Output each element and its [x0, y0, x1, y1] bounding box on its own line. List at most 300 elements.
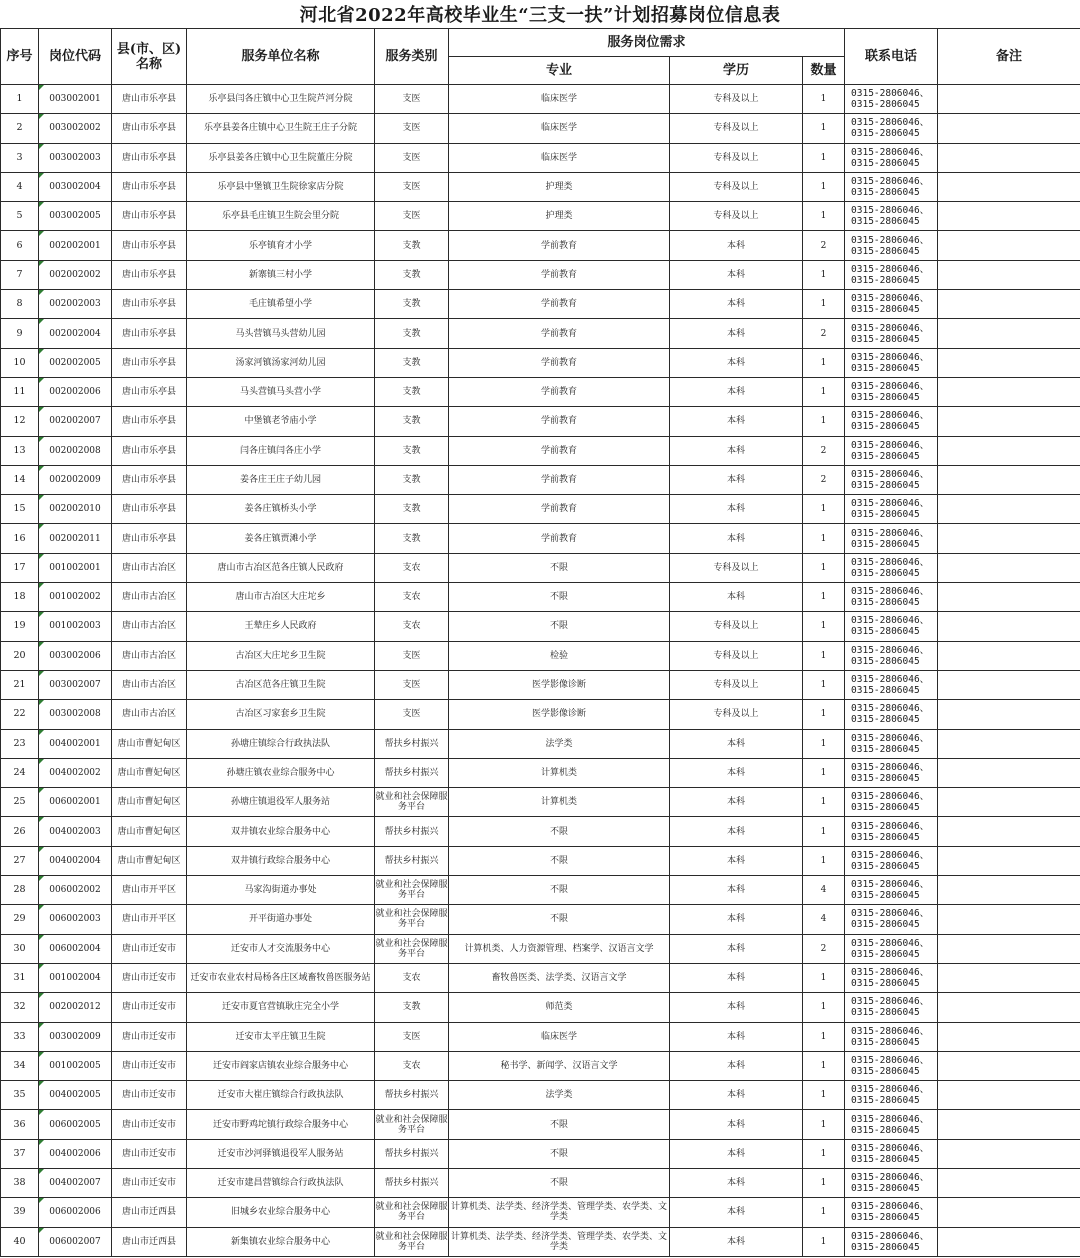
- row-seq: 19: [1, 612, 39, 641]
- row-seq: 10: [1, 348, 39, 377]
- row-major: 医学影像诊断: [449, 700, 670, 729]
- row-service-unit: 双井镇农业综合服务中心: [187, 817, 375, 846]
- row-major: 法学类: [449, 1081, 670, 1110]
- phone-line: 0315-2806045: [851, 772, 920, 784]
- row-service-type: 帮扶乡村振兴: [375, 758, 449, 787]
- row-count: 1: [803, 495, 845, 524]
- row-education: 本科: [670, 1051, 803, 1080]
- row-education: 本科: [670, 934, 803, 963]
- row-county: 唐山市乐亭县: [112, 524, 187, 553]
- row-phone: [845, 524, 938, 553]
- row-education: 本科: [670, 876, 803, 905]
- row-county: 唐山市乐亭县: [112, 143, 187, 172]
- row-phone: [845, 172, 938, 201]
- row-service-type: 支教: [375, 231, 449, 260]
- positions-table: [0, 28, 1080, 1257]
- row-seq: 23: [1, 729, 39, 758]
- row-education: 本科: [670, 1227, 803, 1256]
- row-note: [938, 1139, 1080, 1168]
- table-row: [1, 465, 1080, 494]
- table-row: [1, 1051, 1080, 1080]
- row-service-unit: 中堡镇老爷庙小学: [187, 407, 375, 436]
- row-service-type: 支医: [375, 670, 449, 699]
- row-major: 畜牧兽医类、法学类、汉语言文学: [449, 963, 670, 992]
- phone-line: 0315-2806046、: [851, 88, 930, 100]
- header-phone: 联系电话: [845, 29, 938, 85]
- row-position-code: 004002007: [39, 1168, 112, 1197]
- phone-line: 0315-2806046、: [851, 381, 930, 393]
- row-service-type: 支农: [375, 612, 449, 641]
- row-count: 1: [803, 85, 845, 114]
- row-service-type: 就业和社会保障服务平台: [375, 876, 449, 905]
- phone-line: 0315-2806046、: [851, 322, 930, 334]
- row-county: 唐山市古冶区: [112, 641, 187, 670]
- row-education: 专科及以上: [670, 114, 803, 143]
- row-service-type: 帮扶乡村振兴: [375, 1139, 449, 1168]
- row-position-code: 003002008: [39, 700, 112, 729]
- row-major: 学前教育: [449, 495, 670, 524]
- row-position-code: 004002003: [39, 817, 112, 846]
- phone-line: 0315-2806045: [851, 1007, 920, 1019]
- row-phone: [845, 407, 938, 436]
- table-row: [1, 1110, 1080, 1139]
- row-service-type: 支教: [375, 465, 449, 494]
- phone-line: 0315-2806046、: [851, 674, 930, 686]
- table-row: [1, 1081, 1080, 1110]
- row-count: 1: [803, 172, 845, 201]
- row-service-unit: 乐亭县闫各庄镇中心卫生院芦河分院: [187, 85, 375, 114]
- row-service-unit: 迁安市阎家店镇农业综合服务中心: [187, 1051, 375, 1080]
- row-education: 本科: [670, 1168, 803, 1197]
- header-note: 备注: [938, 29, 1080, 85]
- row-major: 学前教育: [449, 231, 670, 260]
- row-phone: [845, 1139, 938, 1168]
- table-row: [1, 641, 1080, 670]
- table-row: [1, 290, 1080, 319]
- row-major: 不限: [449, 1139, 670, 1168]
- table-row: [1, 1139, 1080, 1168]
- row-major: 师范类: [449, 993, 670, 1022]
- row-position-code: 006002004: [39, 934, 112, 963]
- row-service-unit: 古冶区习家套乡卫生院: [187, 700, 375, 729]
- header-county: 县(市、区)名称: [112, 29, 187, 85]
- row-county: 唐山市乐亭县: [112, 407, 187, 436]
- row-service-unit: 古冶区大庄坨乡卫生院: [187, 641, 375, 670]
- row-phone: [845, 85, 938, 114]
- phone-line: 0315-2806046、: [851, 1201, 930, 1213]
- row-education: 专科及以上: [670, 85, 803, 114]
- table-row: [1, 993, 1080, 1022]
- row-county: 唐山市迁安市: [112, 963, 187, 992]
- row-major: 学前教育: [449, 290, 670, 319]
- row-position-code: 001002002: [39, 583, 112, 612]
- row-education: 本科: [670, 465, 803, 494]
- row-position-code: 003002001: [39, 85, 112, 114]
- phone-line: 0315-2806046、: [851, 1025, 930, 1037]
- row-phone: [845, 1081, 938, 1110]
- phone-line: 0315-2806046、: [851, 996, 930, 1008]
- row-seq: 24: [1, 758, 39, 787]
- table-row: [1, 114, 1080, 143]
- table-row: [1, 1168, 1080, 1197]
- table-row: [1, 319, 1080, 348]
- row-note: [938, 1051, 1080, 1080]
- row-position-code: 001002004: [39, 963, 112, 992]
- row-note: [938, 758, 1080, 787]
- row-service-type: 支医: [375, 641, 449, 670]
- row-major: 计算机类、法学类、经济学类、管理学类、农学类、文学类: [449, 1198, 670, 1227]
- header-demand: 服务岗位需求: [449, 29, 845, 57]
- phone-line: 0315-2806045: [851, 509, 920, 521]
- phone-line: 0315-2806046、: [851, 1084, 930, 1096]
- row-phone: [845, 700, 938, 729]
- row-seq: 31: [1, 963, 39, 992]
- row-education: 本科: [670, 758, 803, 787]
- row-service-type: 帮扶乡村振兴: [375, 817, 449, 846]
- row-service-unit: 唐山市古冶区大庄坨乡: [187, 583, 375, 612]
- row-education: 本科: [670, 1081, 803, 1110]
- row-major: 不限: [449, 876, 670, 905]
- row-service-unit: 姜各庄王庄子幼儿园: [187, 465, 375, 494]
- row-major: 计算机类: [449, 758, 670, 787]
- row-service-type: 支教: [375, 290, 449, 319]
- table-row: [1, 729, 1080, 758]
- row-service-unit: 姜各庄镇贾滩小学: [187, 524, 375, 553]
- table-row: [1, 172, 1080, 201]
- table-row: [1, 348, 1080, 377]
- row-service-unit: 迁安市沙河驿镇退役军人服务站: [187, 1139, 375, 1168]
- row-service-type: 支教: [375, 348, 449, 377]
- table-row: [1, 407, 1080, 436]
- row-seq: 36: [1, 1110, 39, 1139]
- row-service-unit: 新寨镇三村小学: [187, 260, 375, 289]
- row-service-unit: 新集镇农业综合服务中心: [187, 1227, 375, 1256]
- phone-line: 0315-2806045: [851, 626, 920, 638]
- row-county: 唐山市迁安市: [112, 1110, 187, 1139]
- row-count: 1: [803, 963, 845, 992]
- row-education: 本科: [670, 436, 803, 465]
- row-position-code: 004002001: [39, 729, 112, 758]
- row-major: 临床医学: [449, 114, 670, 143]
- row-count: 1: [803, 1022, 845, 1051]
- phone-line: 0315-2806046、: [851, 820, 930, 832]
- header-type: 服务类别: [375, 29, 449, 85]
- row-education: 本科: [670, 1198, 803, 1227]
- row-county: 唐山市迁西县: [112, 1198, 187, 1227]
- row-position-code: 004002004: [39, 846, 112, 875]
- row-phone: [845, 583, 938, 612]
- phone-line: 0315-2806045: [851, 99, 920, 111]
- row-county: 唐山市迁安市: [112, 1168, 187, 1197]
- row-service-unit: 乐亭县姜各庄镇中心卫生院董庄分院: [187, 143, 375, 172]
- phone-line: 0315-2806045: [851, 1241, 920, 1253]
- row-count: 1: [803, 641, 845, 670]
- row-position-code: 002002009: [39, 465, 112, 494]
- row-seq: 17: [1, 553, 39, 582]
- phone-line: 0315-2806045: [851, 1065, 920, 1077]
- table-row: [1, 495, 1080, 524]
- row-service-type: 支教: [375, 993, 449, 1022]
- row-seq: 3: [1, 143, 39, 172]
- row-phone: [845, 1051, 938, 1080]
- phone-line: 0315-2806045: [851, 274, 920, 286]
- phone-line: 0315-2806046、: [851, 117, 930, 129]
- phone-line: 0315-2806046、: [851, 205, 930, 217]
- row-phone: [845, 377, 938, 406]
- row-county: 唐山市古冶区: [112, 670, 187, 699]
- phone-line: 0315-2806046、: [851, 732, 930, 744]
- row-county: 唐山市古冶区: [112, 553, 187, 582]
- row-position-code: 001002005: [39, 1051, 112, 1080]
- row-count: 1: [803, 758, 845, 787]
- row-education: 本科: [670, 846, 803, 875]
- row-major: 学前教育: [449, 436, 670, 465]
- row-phone: [845, 260, 938, 289]
- row-seq: 4: [1, 172, 39, 201]
- row-service-unit: 古冶区范各庄镇卫生院: [187, 670, 375, 699]
- row-education: 专科及以上: [670, 553, 803, 582]
- row-position-code: 002002010: [39, 495, 112, 524]
- row-county: 唐山市曹妃甸区: [112, 788, 187, 817]
- row-major: 检验: [449, 641, 670, 670]
- row-note: [938, 583, 1080, 612]
- row-count: 2: [803, 934, 845, 963]
- row-education: 专科及以上: [670, 670, 803, 699]
- row-education: 专科及以上: [670, 612, 803, 641]
- row-education: 专科及以上: [670, 143, 803, 172]
- row-position-code: 006002007: [39, 1227, 112, 1256]
- row-note: [938, 202, 1080, 231]
- row-note: [938, 963, 1080, 992]
- row-phone: [845, 202, 938, 231]
- row-phone: [845, 670, 938, 699]
- row-education: 本科: [670, 905, 803, 934]
- row-service-unit: 开平街道办事处: [187, 905, 375, 934]
- row-note: [938, 934, 1080, 963]
- row-count: 1: [803, 700, 845, 729]
- table-row: [1, 436, 1080, 465]
- phone-line: 0315-2806046、: [851, 234, 930, 246]
- phone-line: 0315-2806046、: [851, 615, 930, 627]
- row-position-code: 002002003: [39, 290, 112, 319]
- phone-line: 0315-2806045: [851, 1153, 920, 1165]
- row-major: 不限: [449, 612, 670, 641]
- phone-line: 0315-2806045: [851, 1183, 920, 1195]
- row-service-type: 支医: [375, 114, 449, 143]
- table-row: [1, 934, 1080, 963]
- phone-line: 0315-2806045: [851, 743, 920, 755]
- row-county: 唐山市乐亭县: [112, 85, 187, 114]
- row-phone: [845, 612, 938, 641]
- row-note: [938, 846, 1080, 875]
- row-education: 本科: [670, 993, 803, 1022]
- row-seq: 6: [1, 231, 39, 260]
- row-major: 护理类: [449, 172, 670, 201]
- row-count: 2: [803, 231, 845, 260]
- row-note: [938, 905, 1080, 934]
- row-service-type: 就业和社会保障服务平台: [375, 1110, 449, 1139]
- row-service-unit: 马头营镇马头营幼儿园: [187, 319, 375, 348]
- phone-line: 0315-2806045: [851, 362, 920, 374]
- phone-line: 0315-2806045: [851, 538, 920, 550]
- phone-line: 0315-2806046、: [851, 1172, 930, 1184]
- row-service-type: 就业和社会保障服务平台: [375, 788, 449, 817]
- row-education: 专科及以上: [670, 172, 803, 201]
- row-service-unit: 孙塘庄镇退役军人服务站: [187, 788, 375, 817]
- row-phone: [845, 905, 938, 934]
- row-major: 不限: [449, 1110, 670, 1139]
- row-phone: [845, 495, 938, 524]
- row-phone: [845, 817, 938, 846]
- row-seq: 30: [1, 934, 39, 963]
- row-position-code: 002002004: [39, 319, 112, 348]
- phone-line: 0315-2806046、: [851, 527, 930, 539]
- row-service-type: 支教: [375, 319, 449, 348]
- row-seq: 40: [1, 1227, 39, 1256]
- row-education: 本科: [670, 1139, 803, 1168]
- row-major: 临床医学: [449, 85, 670, 114]
- row-seq: 34: [1, 1051, 39, 1080]
- table-row: [1, 670, 1080, 699]
- row-phone: [845, 788, 938, 817]
- row-count: 1: [803, 1198, 845, 1227]
- row-education: 本科: [670, 524, 803, 553]
- row-county: 唐山市迁安市: [112, 1139, 187, 1168]
- table-row: [1, 758, 1080, 787]
- row-position-code: 002002012: [39, 993, 112, 1022]
- phone-line: 0315-2806045: [851, 450, 920, 462]
- row-education: 本科: [670, 495, 803, 524]
- row-phone: [845, 553, 938, 582]
- row-note: [938, 729, 1080, 758]
- row-education: 本科: [670, 1110, 803, 1139]
- row-service-type: 支农: [375, 553, 449, 582]
- row-count: 1: [803, 1139, 845, 1168]
- header-count: 数量: [803, 57, 845, 85]
- row-note: [938, 553, 1080, 582]
- row-count: 1: [803, 348, 845, 377]
- row-position-code: 003002007: [39, 670, 112, 699]
- row-count: 1: [803, 553, 845, 582]
- row-note: [938, 641, 1080, 670]
- phone-line: 0315-2806046、: [851, 1230, 930, 1242]
- phone-line: 0315-2806045: [851, 421, 920, 433]
- row-education: 本科: [670, 260, 803, 289]
- phone-line: 0315-2806046、: [851, 1054, 930, 1066]
- row-service-type: 就业和社会保障服务平台: [375, 1227, 449, 1256]
- row-seq: 8: [1, 290, 39, 319]
- row-count: 1: [803, 1051, 845, 1080]
- row-major: 秘书学、新闻学、汉语言文学: [449, 1051, 670, 1080]
- phone-line: 0315-2806045: [851, 216, 920, 228]
- row-note: [938, 377, 1080, 406]
- row-service-unit: 孙塘庄镇农业综合服务中心: [187, 758, 375, 787]
- row-education: 专科及以上: [670, 641, 803, 670]
- row-education: 本科: [670, 231, 803, 260]
- phone-line: 0315-2806046、: [851, 791, 930, 803]
- phone-line: 0315-2806046、: [851, 176, 930, 188]
- row-count: 1: [803, 846, 845, 875]
- row-phone: [845, 1227, 938, 1256]
- table-row: [1, 905, 1080, 934]
- row-service-unit: 毛庄镇希望小学: [187, 290, 375, 319]
- phone-line: 0315-2806046、: [851, 967, 930, 979]
- row-service-unit: 迁安市农业农村局杨各庄区域畜牧兽医服务站: [187, 963, 375, 992]
- row-county: 唐山市乐亭县: [112, 377, 187, 406]
- row-position-code: 002002011: [39, 524, 112, 553]
- row-major: 学前教育: [449, 465, 670, 494]
- row-position-code: 006002003: [39, 905, 112, 934]
- row-county: 唐山市古冶区: [112, 583, 187, 612]
- row-seq: 25: [1, 788, 39, 817]
- row-service-unit: 王辇庄乡人民政府: [187, 612, 375, 641]
- phone-line: 0315-2806046、: [851, 1113, 930, 1125]
- row-service-type: 就业和社会保障服务平台: [375, 905, 449, 934]
- row-education: 专科及以上: [670, 700, 803, 729]
- table-body: [1, 85, 1080, 1257]
- row-seq: 27: [1, 846, 39, 875]
- row-position-code: 002002001: [39, 231, 112, 260]
- row-service-unit: 乐亭县姜各庄镇中心卫生院王庄子分院: [187, 114, 375, 143]
- row-note: [938, 465, 1080, 494]
- row-county: 唐山市乐亭县: [112, 290, 187, 319]
- phone-line: 0315-2806046、: [851, 439, 930, 451]
- row-education: 本科: [670, 963, 803, 992]
- row-county: 唐山市乐亭县: [112, 436, 187, 465]
- row-service-unit: 乐亭县毛庄镇卫生院会里分院: [187, 202, 375, 231]
- row-major: 临床医学: [449, 1022, 670, 1051]
- phone-line: 0315-2806046、: [851, 469, 930, 480]
- phone-line: 0315-2806045: [851, 245, 920, 257]
- phone-line: 0315-2806045: [851, 597, 920, 609]
- row-county: 唐山市迁安市: [112, 934, 187, 963]
- row-seq: 33: [1, 1022, 39, 1051]
- row-count: 1: [803, 143, 845, 172]
- row-seq: 1: [1, 85, 39, 114]
- row-service-unit: 双井镇行政综合服务中心: [187, 846, 375, 875]
- row-county: 唐山市曹妃甸区: [112, 817, 187, 846]
- phone-line: 0315-2806045: [851, 1124, 920, 1136]
- row-service-type: 帮扶乡村振兴: [375, 1168, 449, 1197]
- phone-line: 0315-2806046、: [851, 937, 930, 949]
- table-row: [1, 846, 1080, 875]
- row-service-unit: 迁安市人才交流服务中心: [187, 934, 375, 963]
- phone-line: 0315-2806046、: [851, 351, 930, 363]
- row-major: 护理类: [449, 202, 670, 231]
- row-service-type: 支医: [375, 143, 449, 172]
- phone-line: 0315-2806045: [851, 567, 920, 579]
- row-note: [938, 143, 1080, 172]
- header-code: 岗位代码: [39, 29, 112, 85]
- row-note: [938, 85, 1080, 114]
- row-note: [938, 348, 1080, 377]
- row-education: 本科: [670, 1022, 803, 1051]
- row-seq: 14: [1, 465, 39, 494]
- table-row: [1, 583, 1080, 612]
- row-service-type: 帮扶乡村振兴: [375, 729, 449, 758]
- header-major: 专业: [449, 57, 670, 85]
- row-phone: [845, 1022, 938, 1051]
- table-row: [1, 377, 1080, 406]
- row-note: [938, 670, 1080, 699]
- row-note: [938, 1168, 1080, 1197]
- phone-line: 0315-2806045: [851, 1095, 920, 1107]
- row-count: 1: [803, 583, 845, 612]
- row-county: 唐山市古冶区: [112, 612, 187, 641]
- row-count: 4: [803, 876, 845, 905]
- row-note: [938, 817, 1080, 846]
- row-major: 不限: [449, 553, 670, 582]
